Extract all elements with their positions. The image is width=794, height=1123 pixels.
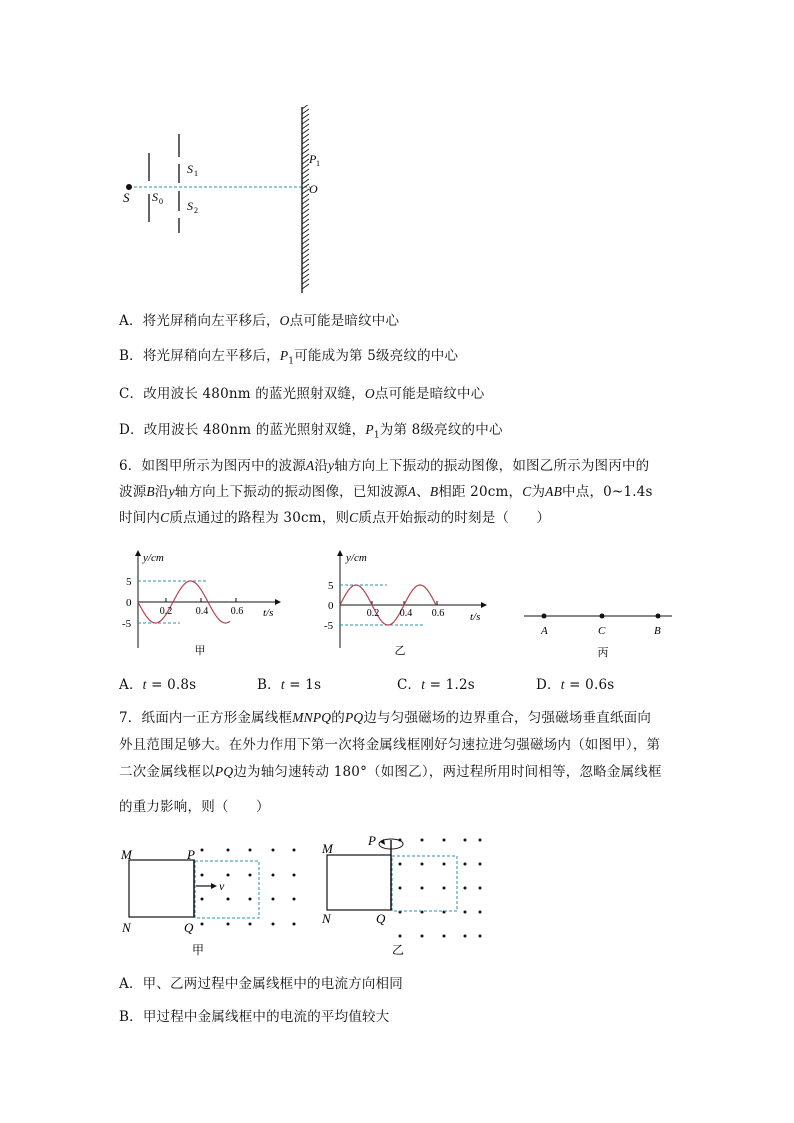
xtick-0.2: 0.2 bbox=[159, 606, 173, 617]
svg-text:0.2: 0.2 bbox=[366, 608, 380, 619]
medium-line-bing bbox=[520, 600, 680, 660]
ylabel-yi: y/cm bbox=[346, 552, 367, 564]
label-S2: S bbox=[187, 199, 193, 213]
field-dot bbox=[201, 874, 204, 877]
q6-option-c: C．t = 1.2s bbox=[397, 677, 475, 693]
field-dot bbox=[399, 935, 402, 938]
field-dot bbox=[464, 935, 467, 938]
ytick-0: 0 bbox=[126, 597, 132, 609]
field-dot bbox=[227, 923, 230, 926]
point-B bbox=[656, 614, 661, 619]
field-dot bbox=[227, 874, 230, 877]
q7-stem-line3: 二次金属线框以PQ边为轴匀速转动 180°（如图乙），两过程所用时间相等，忽略金属线框 bbox=[119, 764, 662, 780]
label-P1: P bbox=[309, 152, 317, 166]
coil-figure-yi bbox=[316, 828, 496, 963]
caption-yi: 乙 bbox=[394, 645, 406, 657]
svg-text:2: 2 bbox=[194, 206, 198, 215]
field-dot bbox=[479, 887, 482, 890]
caption-fig-jia: 甲 bbox=[191, 943, 205, 957]
svg-text:Q: Q bbox=[376, 911, 386, 926]
q7-option-a: A．甲、乙两过程中金属线框中的电流方向相同 bbox=[119, 976, 403, 992]
ytick-5: 5 bbox=[126, 576, 132, 588]
coil-final-position-jia bbox=[195, 861, 259, 918]
xtick-0.6: 0.6 bbox=[230, 606, 244, 617]
svg-text:N: N bbox=[322, 911, 331, 926]
q7-option-b: B．甲过程中金属线框中的电流的平均值较大 bbox=[119, 1009, 390, 1025]
label-S0: S bbox=[152, 190, 158, 204]
svg-text:0.6: 0.6 bbox=[431, 608, 445, 619]
field-dot bbox=[421, 863, 424, 866]
q5-option-b: B．将光屏稍向左平移后，$P_1$可能成为第 5级亮纹的中心 bbox=[119, 348, 459, 367]
field-dot bbox=[464, 863, 467, 866]
field-dot bbox=[293, 923, 296, 926]
svg-text:B: B bbox=[654, 625, 661, 637]
q7-stem-line2: 外且范围足够大。在外力作用下第一次将金属线框刚好匀速拉进匀强磁场内（如图甲），第 bbox=[119, 737, 661, 753]
label-O: O bbox=[309, 182, 318, 196]
q5-option-a: A．将光屏稍向左平移后，O点可能是暗纹中心 bbox=[119, 313, 400, 329]
field-dot bbox=[249, 898, 252, 901]
svg-text:N: N bbox=[122, 920, 131, 935]
coil-figure-jia bbox=[118, 838, 308, 963]
field-dot bbox=[272, 898, 275, 901]
label-S: S bbox=[123, 190, 130, 205]
field-dot bbox=[479, 839, 482, 842]
q6-stem-line3: 时间内C质点通过的路程为 30cm，则C质点开始振动的时刻是（ ） bbox=[119, 510, 551, 526]
q5-option-d: D．改用波长 480nm 的蓝光照射双缝，$P_1$为第 8级亮纹的中心 bbox=[119, 422, 503, 441]
svg-text:A: A bbox=[541, 625, 548, 637]
caption-bing: 丙 bbox=[597, 647, 609, 659]
field-dot bbox=[272, 849, 275, 852]
caption-fig-yi: 乙 bbox=[391, 943, 405, 957]
svg-text:0: 0 bbox=[159, 197, 163, 206]
field-dot bbox=[421, 839, 424, 842]
field-dot bbox=[421, 887, 424, 890]
field-dot bbox=[293, 849, 296, 852]
field-dot bbox=[464, 887, 467, 890]
q7-stem-line4: 的重力影响，则（ ） bbox=[119, 799, 270, 815]
field-dot bbox=[201, 923, 204, 926]
svg-text:C: C bbox=[598, 625, 606, 637]
xlabel-jia: t/s bbox=[263, 607, 274, 619]
field-dot bbox=[479, 863, 482, 866]
svg-text:5: 5 bbox=[328, 580, 334, 592]
svg-text:1: 1 bbox=[194, 169, 198, 178]
caption-jia: 甲 bbox=[194, 645, 206, 657]
svg-text:1: 1 bbox=[316, 159, 320, 168]
field-dot bbox=[443, 863, 446, 866]
vibration-graph-yi bbox=[316, 548, 494, 658]
field-dot bbox=[249, 849, 252, 852]
field-dot bbox=[201, 849, 204, 852]
field-dot bbox=[293, 898, 296, 901]
field-dot bbox=[399, 887, 402, 890]
q5-option-c: C．改用波长 480nm 的蓝光照射双缝，O点可能是暗纹中心 bbox=[119, 386, 485, 402]
field-dot bbox=[249, 923, 252, 926]
ytick-neg5: -5 bbox=[122, 618, 132, 630]
q6-stem-line2: 波源B沿y轴方向上下振动的振动图像，已知波源A、B相距 20cm，C为AB中点，0~1.4s bbox=[119, 484, 653, 500]
q6-option-b: B．t = 1s bbox=[257, 677, 322, 693]
field-dot bbox=[227, 849, 230, 852]
point-A bbox=[542, 614, 547, 619]
svg-text:Q: Q bbox=[184, 920, 194, 935]
xlabel-yi: t/s bbox=[470, 611, 481, 623]
xtick-0.4: 0.4 bbox=[195, 606, 209, 617]
point-C bbox=[600, 614, 605, 619]
q6-option-d: D．t = 0.6s bbox=[536, 677, 615, 693]
field-dot bbox=[293, 874, 296, 877]
svg-text:0.4: 0.4 bbox=[399, 608, 413, 619]
q6-option-a: A．t = 0.8s bbox=[119, 677, 197, 693]
field-dot bbox=[479, 935, 482, 938]
field-dot bbox=[272, 923, 275, 926]
label-S1: S bbox=[187, 162, 193, 176]
coil-jia bbox=[129, 860, 194, 917]
svg-text:0: 0 bbox=[328, 600, 334, 612]
field-dot bbox=[421, 935, 424, 938]
coil-yi bbox=[327, 855, 391, 910]
field-dot bbox=[464, 911, 467, 914]
vibration-graph-jia bbox=[118, 548, 288, 658]
field-dot bbox=[272, 874, 275, 877]
double-slit-diagram bbox=[110, 105, 350, 300]
field-dot bbox=[399, 863, 402, 866]
field-dot bbox=[201, 898, 204, 901]
field-dot bbox=[443, 935, 446, 938]
field-dot bbox=[249, 874, 252, 877]
field-dot bbox=[227, 898, 230, 901]
coil-final-position-yi bbox=[392, 856, 457, 911]
field-dot bbox=[443, 887, 446, 890]
svg-text:P: P bbox=[368, 833, 376, 848]
field-dot bbox=[464, 839, 467, 842]
q6-stem-line1: 6．如图甲所示为图丙中的波源A沿y轴方向上下振动的振动图像，如图乙所示为图丙中的 bbox=[119, 458, 650, 474]
svg-text:M: M bbox=[322, 841, 333, 856]
ylabel-jia: y/cm bbox=[143, 552, 164, 564]
svg-text:P: P bbox=[187, 847, 195, 862]
field-dot bbox=[479, 911, 482, 914]
field-dot bbox=[443, 839, 446, 842]
svg-text:-5: -5 bbox=[324, 620, 334, 632]
svg-text:M: M bbox=[121, 847, 132, 862]
q7-stem-line1: 7．纸面内一正方形金属线框MNPQ的PQ边与匀强磁场的边界重合，匀强磁场垂直纸面向 bbox=[119, 710, 652, 726]
svg-text:v: v bbox=[219, 879, 225, 893]
